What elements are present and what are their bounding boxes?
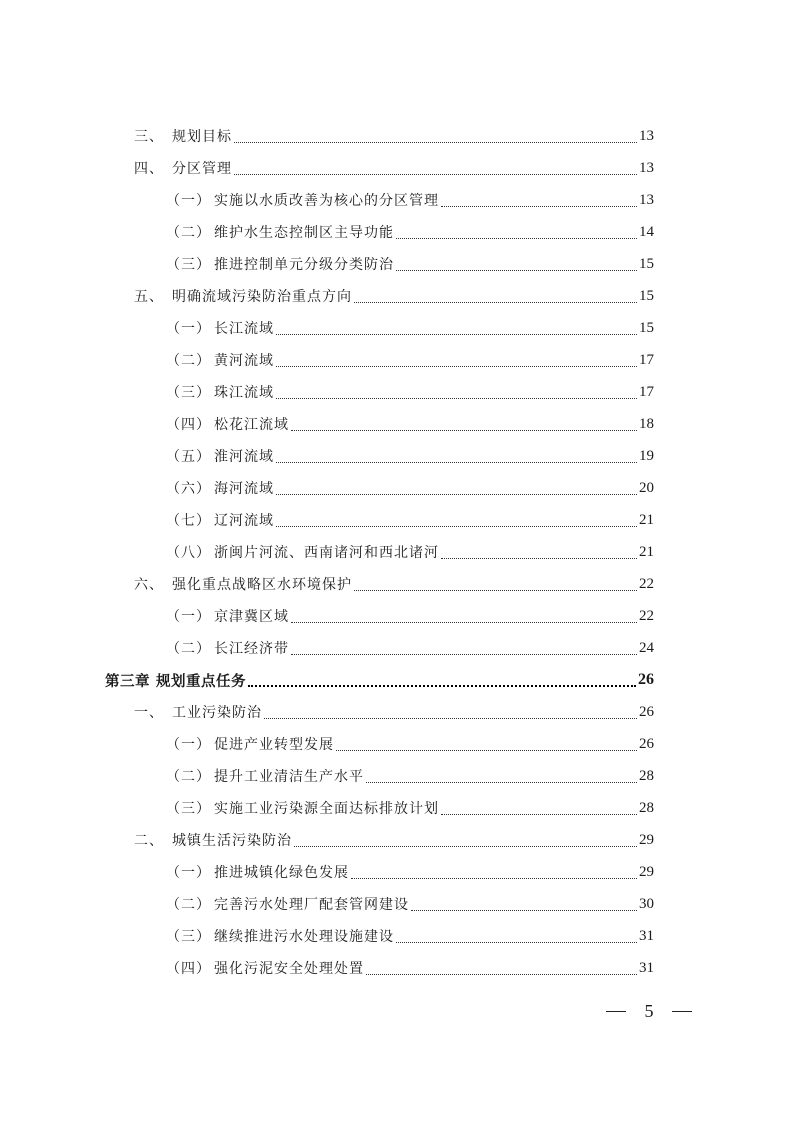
- toc-entry[interactable]: [0, 344, 793, 376]
- dot-leader: [294, 846, 637, 847]
- toc-entry-title: 强化污泥安全处理处置: [214, 961, 364, 977]
- toc-entry[interactable]: [0, 408, 793, 440]
- toc-entry-number: （七）: [166, 513, 211, 529]
- toc-entry-number: （二）: [166, 353, 211, 369]
- dot-leader: [396, 238, 637, 239]
- toc-entry-page: 22: [639, 575, 654, 592]
- dot-leader: [234, 142, 637, 143]
- toc-entry[interactable]: [0, 952, 793, 984]
- page-number: 5: [644, 1000, 654, 1021]
- toc-entry-title: 实施工业污染源全面达标排放计划: [214, 801, 439, 817]
- toc-entry[interactable]: [0, 312, 793, 344]
- dot-leader: [366, 974, 637, 975]
- toc-entry-number: 六、: [134, 577, 164, 593]
- toc-entry-title: 浙闽片河流、西南诸河和西北诸河: [214, 545, 439, 561]
- toc-entry-page: 28: [639, 767, 654, 784]
- toc-entry[interactable]: [0, 568, 793, 600]
- toc-entry-title: 工业污染防治: [172, 705, 262, 721]
- toc-entry[interactable]: [0, 856, 793, 888]
- toc-entry-title: 推进城镇化绿色发展: [214, 865, 349, 881]
- toc-entry-page: 29: [639, 863, 654, 880]
- dot-leader: [336, 750, 637, 751]
- dot-leader: [291, 622, 637, 623]
- toc-entry-page: 26: [639, 703, 654, 720]
- toc-entry-title: 淮河流域: [214, 449, 274, 465]
- toc-entry-page: 26: [638, 671, 654, 688]
- toc-entry-page: 13: [639, 127, 654, 144]
- toc-entry-page: 26: [639, 735, 654, 752]
- toc-entry-title: 继续推进污水处理设施建设: [214, 929, 394, 945]
- toc-entry-number: （二）: [166, 225, 211, 241]
- dot-leader: [276, 462, 637, 463]
- toc-entry-page: 31: [639, 927, 654, 944]
- toc-entry-title: 海河流域: [214, 481, 274, 497]
- toc-entry[interactable]: [0, 760, 793, 792]
- toc-entry-title: 黄河流域: [214, 353, 274, 369]
- dot-leader: [248, 685, 636, 687]
- toc-entry-page: 15: [639, 255, 654, 272]
- toc-entry-number: 第三章: [105, 673, 150, 690]
- toc-entry-title: 实施以水质改善为核心的分区管理: [214, 193, 439, 209]
- dot-leader: [276, 526, 637, 527]
- toc-entry-page: 17: [639, 351, 654, 368]
- toc-entry-page: 29: [639, 831, 654, 848]
- toc-entry-page: 22: [639, 607, 654, 624]
- toc-entry-title: 规划目标: [172, 129, 232, 145]
- toc-entry[interactable]: [0, 920, 793, 952]
- toc-entry-number: （五）: [166, 449, 211, 465]
- toc-entry-page: 21: [639, 543, 654, 560]
- toc-entry-number: （二）: [166, 769, 211, 785]
- toc-entry[interactable]: [0, 632, 793, 664]
- toc-entry-page: 20: [639, 479, 654, 496]
- toc-entry-title: 维护水生态控制区主导功能: [214, 225, 394, 241]
- toc-entry-title: 长江流域: [214, 321, 274, 337]
- toc-entry[interactable]: [0, 376, 793, 408]
- toc-entry-number: 三、: [134, 129, 164, 145]
- dot-leader: [354, 302, 637, 303]
- toc-entry-number: （一）: [166, 321, 211, 337]
- dot-leader: [264, 718, 637, 719]
- toc-entry-page: 14: [639, 223, 654, 240]
- toc-entry[interactable]: [0, 728, 793, 760]
- dot-leader: [291, 654, 637, 655]
- toc-entry-page: 15: [639, 319, 654, 336]
- toc-entry-page: 13: [639, 191, 654, 208]
- toc-entry-number: 二、: [134, 833, 164, 849]
- toc-entry[interactable]: [0, 120, 793, 152]
- toc-entry[interactable]: [0, 824, 793, 856]
- footer-dash-right: [672, 1011, 692, 1012]
- toc-entry-number: （一）: [166, 193, 211, 209]
- dot-leader: [276, 398, 637, 399]
- toc-entry-number: （二）: [166, 641, 211, 657]
- toc-entry[interactable]: [0, 216, 793, 248]
- toc-entry-page: 15: [639, 287, 654, 304]
- toc-entry[interactable]: [0, 888, 793, 920]
- toc-entry-number: （三）: [166, 929, 211, 945]
- toc-entry-title: 明确流域污染防治重点方向: [172, 289, 352, 305]
- dot-leader: [291, 430, 637, 431]
- toc-entry-title: 京津冀区域: [214, 609, 289, 625]
- toc-entry[interactable]: [0, 280, 793, 312]
- dot-leader: [366, 782, 637, 783]
- toc-entry-title: 辽河流域: [214, 513, 274, 529]
- toc-entry-page: 18: [639, 415, 654, 432]
- toc-entry-number: （三）: [166, 257, 211, 273]
- toc-entry[interactable]: [0, 248, 793, 280]
- toc-entry-number: 四、: [134, 161, 164, 177]
- toc-entry[interactable]: [0, 152, 793, 184]
- toc-entry-number: （四）: [166, 417, 211, 433]
- toc-entry-page: 30: [639, 895, 654, 912]
- toc-entry-number: （三）: [166, 385, 211, 401]
- toc-entry-title: 珠江流域: [214, 385, 274, 401]
- dot-leader: [411, 910, 637, 911]
- toc-entry-page: 21: [639, 511, 654, 528]
- toc-entry-title: 规划重点任务: [156, 673, 246, 690]
- toc-entry-title: 促进产业转型发展: [214, 737, 334, 753]
- toc-entry-title: 长江经济带: [214, 641, 289, 657]
- toc-entry-title: 分区管理: [172, 161, 232, 177]
- toc-entry-number: （二）: [166, 897, 211, 913]
- dot-leader: [441, 814, 637, 815]
- toc-entry-number: （三）: [166, 801, 211, 817]
- toc-entry[interactable]: [0, 184, 793, 216]
- dot-leader: [441, 206, 637, 207]
- toc-entry[interactable]: [0, 504, 793, 536]
- toc-entry[interactable]: [0, 536, 793, 568]
- toc-entry-title: 城镇生活污染防治: [172, 833, 292, 849]
- toc-entry[interactable]: [0, 472, 793, 504]
- page-footer: [606, 1000, 692, 1022]
- dot-leader: [276, 366, 637, 367]
- toc-entry[interactable]: [0, 664, 793, 696]
- toc-entry[interactable]: [0, 600, 793, 632]
- toc-entry-title: 强化重点战略区水环境保护: [172, 577, 352, 593]
- toc-entry-number: （一）: [166, 865, 211, 881]
- footer-dash-left: [606, 1011, 626, 1012]
- toc-entry-number: 一、: [134, 705, 164, 721]
- toc-entry-page: 19: [639, 447, 654, 464]
- toc-entry-number: （六）: [166, 481, 211, 497]
- dot-leader: [396, 942, 637, 943]
- toc-entry-number: （一）: [166, 609, 211, 625]
- toc-entry-page: 24: [639, 639, 654, 656]
- toc-entry-title: 完善污水处理厂配套管网建设: [214, 897, 409, 913]
- toc-entry[interactable]: [0, 792, 793, 824]
- dot-leader: [351, 878, 637, 879]
- toc-entry-number: （四）: [166, 961, 211, 977]
- toc-entry-title: 推进控制单元分级分类防治: [214, 257, 394, 273]
- toc-entry[interactable]: [0, 696, 793, 728]
- dot-leader: [354, 590, 637, 591]
- toc-entry-page: 17: [639, 383, 654, 400]
- toc-entry-title: 提升工业清洁生产水平: [214, 769, 364, 785]
- toc-entry-number: （一）: [166, 737, 211, 753]
- dot-leader: [276, 494, 637, 495]
- dot-leader: [234, 174, 637, 175]
- toc-entry-number: （八）: [166, 545, 211, 561]
- toc-entry-title: 松花江流域: [214, 417, 289, 433]
- toc-entry-page: 28: [639, 799, 654, 816]
- dot-leader: [396, 270, 637, 271]
- dot-leader: [276, 334, 637, 335]
- toc-entry[interactable]: [0, 440, 793, 472]
- toc-entry-page: 31: [639, 959, 654, 976]
- table-of-contents: [0, 120, 793, 984]
- toc-entry-page: 13: [639, 159, 654, 176]
- dot-leader: [441, 558, 637, 559]
- toc-entry-number: 五、: [134, 289, 164, 305]
